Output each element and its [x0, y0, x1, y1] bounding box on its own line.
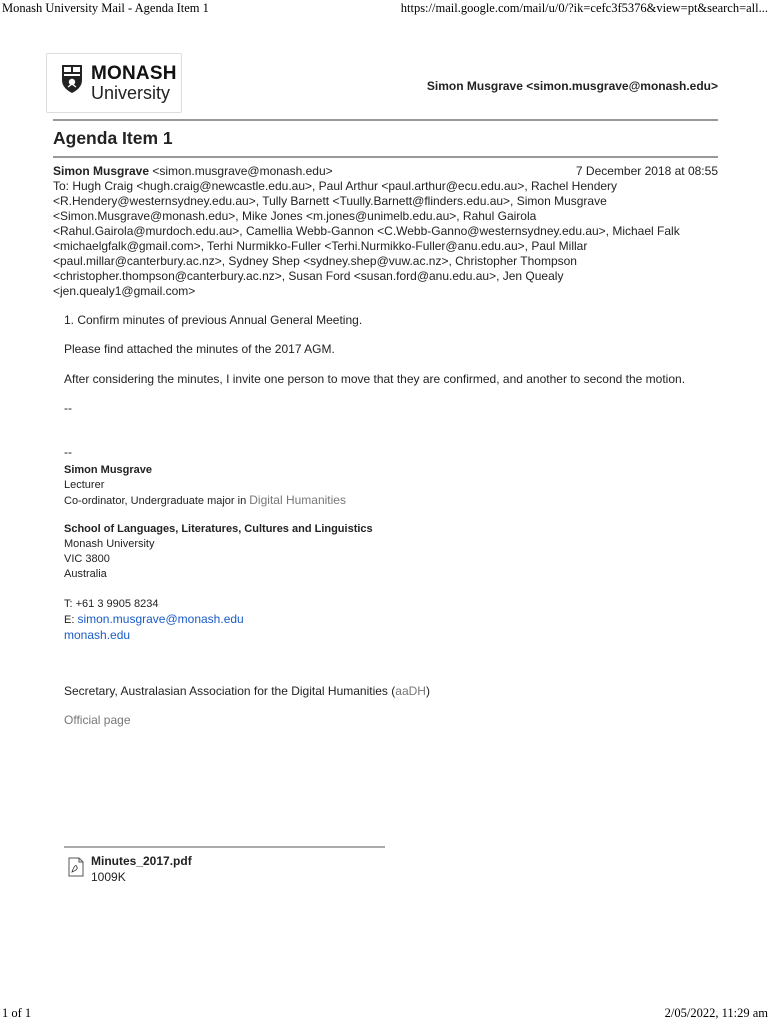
secretary-line: Secretary, Australasian Association for the Digital Humanities (aaDH): [64, 684, 430, 698]
logo-subtext: University: [91, 83, 171, 103]
signature-contact-block: [64, 597, 244, 644]
aadh-link[interactable]: aaDH: [395, 684, 426, 698]
attachment-divider: [64, 846, 385, 848]
body-separator: --: [64, 401, 72, 415]
recipients: [53, 179, 718, 299]
attachment-name[interactable]: Minutes_2017.pdf: [91, 854, 192, 868]
attachment-size: 1009K: [91, 870, 126, 884]
recipients-line: <jen.quealy1@gmail.com>: [53, 284, 196, 298]
body-paragraph: After considering the minutes, I invite one person to move that they are confirmed, and another to second the motion.: [64, 372, 686, 386]
pdf-file-icon[interactable]: [68, 857, 84, 877]
body-paragraph: Please find attached the minutes of the 2017 AGM.: [64, 342, 335, 356]
print-header-url: https://mail.google.com/mail/u/0/?ik=cefc3f5376&view=pt&search=all...: [400, 1, 768, 15]
logo-wordmark: MONASH: [91, 63, 177, 84]
subject-title: Agenda Item 1: [53, 128, 173, 148]
monash-logo: [46, 53, 182, 113]
signature-title: Lecturer: [64, 479, 105, 491]
signature-school-block: [64, 522, 373, 582]
print-timestamp: 2/05/2022, 11:29 am: [664, 1006, 768, 1020]
signature-role: Co-ordinator, Undergraduate major in Digital Humanities: [64, 493, 346, 507]
recipients-line: To: Hugh Craig <hugh.craig@newcastle.edu.au>, Paul Arthur <paul.arthur@ecu.edu.au>, Rachel Hendery: [53, 179, 618, 193]
address-line: Australia: [64, 568, 107, 580]
print-header-title: Monash University Mail - Agenda Item 1: [2, 1, 209, 15]
recipients-line: <michaelgfalk@gmail.com>, Terhi Nurmikko-Fuller <Terhi.Nurmikko-Fuller@anu.edu.au>, Paul Millar: [53, 239, 588, 253]
address-line: Monash University: [64, 538, 155, 550]
recipients-line: <Rahul.Gairola@murdoch.edu.au>, Camellia Webb-Gannon <C.Webb-Ganno@westernsydney.edu.au>, Michael Falk: [53, 224, 680, 238]
recipients-line: <christopher.thompson@canterbury.ac.nz>, Susan Ford <susan.ford@anu.edu.au>, Jen Quealy: [53, 269, 564, 283]
address-line: VIC 3800: [64, 553, 110, 565]
signature-block: [64, 463, 346, 509]
signature-email-line: E: simon.musgrave@monash.edu: [64, 612, 244, 626]
subject-divider: [53, 156, 718, 158]
recipients-line: <paul.millar@canterbury.ac.nz>, Sydney Shep <sydney.shep@vuw.ac.nz>, Christopher Thompson: [53, 254, 577, 268]
signature-name: Simon Musgrave: [64, 464, 153, 476]
official-page-link[interactable]: Official page: [64, 713, 131, 727]
signature-separator: --: [64, 445, 72, 459]
signature-school: School of Languages, Literatures, Cultures and Linguistics: [64, 523, 373, 535]
recipients-line: <Simon.Musgrave@monash.edu>, Mike Jones <m.jones@unimelb.edu.au>, Rahul Gairola: [53, 209, 537, 223]
crest-icon: [61, 64, 83, 94]
print-footer: [0, 1006, 770, 1024]
email-link[interactable]: simon.musgrave@monash.edu: [77, 612, 244, 626]
page-count: 1 of 1: [2, 1006, 32, 1020]
recipients-line: <R.Hendery@westernsydney.edu.au>, Tully Barnett <Tuully.Barnett@flinders.edu.au>, Simon Musgrave: [53, 194, 607, 208]
body-paragraph: 1. Confirm minutes of previous Annual General Meeting.: [64, 313, 363, 327]
digital-humanities-link[interactable]: Digital Humanities: [249, 493, 346, 507]
sender-email: <simon.musgrave@monash.edu>: [152, 164, 333, 178]
sender-name: Simon Musgrave: [53, 164, 150, 178]
account-label: Simon Musgrave <simon.musgrave@monash.edu>: [426, 79, 718, 93]
signature-phone: T: +61 3 9905 8234: [64, 598, 159, 610]
website-link[interactable]: monash.edu: [64, 628, 131, 642]
print-header: [0, 0, 770, 18]
header-divider: [53, 119, 718, 121]
message-date: 7 December 2018 at 08:55: [575, 164, 718, 178]
